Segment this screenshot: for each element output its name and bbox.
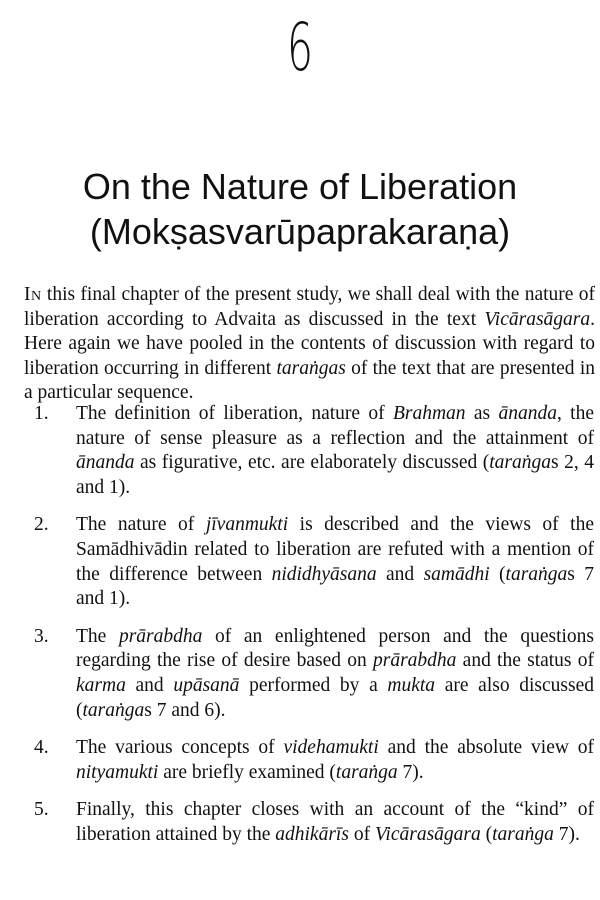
- intro-text-tarangas: taraṅgas: [276, 357, 346, 379]
- list-item-text: (: [489, 563, 506, 585]
- list-item-italic-term: Vicārasāgara: [374, 823, 481, 845]
- list-item-italic-term: nididhyāsana: [271, 563, 377, 585]
- list-item-italic-term: prārabdha: [373, 650, 457, 672]
- list-item-italic-term: videhamukti: [283, 737, 379, 759]
- list-item-text: as figurative, etc. are elaborately discussed (: [134, 452, 490, 474]
- list-item-text: , the nature of sense pleasure as a reflection and the attainment of: [76, 403, 594, 449]
- list-item-italic-term: upāsanā: [173, 674, 240, 696]
- list-item-text: and the absolute view of: [378, 737, 594, 759]
- list-item-text: is described and the views of the Samādhivādin related to liberation are refuted with a mention of the difference between: [76, 514, 594, 585]
- list-item-text: The definition of liberation, nature of: [76, 403, 393, 424]
- list-item-italic-term: taraṅga: [505, 563, 568, 585]
- list-item: [34, 513, 594, 611]
- list-item-italic-term: mukta: [387, 674, 436, 696]
- list-item-text: s 2, 4 and 1).: [76, 452, 594, 498]
- chapter-number: 6: [286, 9, 314, 86]
- list-item-text: are briefly examined (: [158, 761, 336, 783]
- list-item-number: 3.: [34, 625, 49, 647]
- list-item-text: are also discussed (: [76, 674, 594, 721]
- list-item-text: The: [76, 625, 119, 647]
- list-item-text: 7).: [397, 761, 424, 783]
- intro-text-vicarasagara: Vicārasāgara: [484, 308, 591, 330]
- list-item-text: s 7 and 1).: [76, 563, 595, 610]
- chapter-title: [0, 164, 600, 254]
- intro-lead-word: In: [24, 284, 42, 305]
- chapter-title-line-1: On the Nature of Liberation: [82, 166, 518, 207]
- list-item: [34, 736, 594, 785]
- list-item-italic-term: taraṅga: [492, 823, 554, 845]
- intro-paragraph: [24, 283, 595, 406]
- list-item-text: The nature of: [76, 514, 206, 536]
- chapter-title-line-2: (Mokṣasvarūpaprakaraṇa): [89, 211, 511, 252]
- list-item-text: performed by a: [239, 674, 388, 696]
- list-item-italic-term: samādhi: [423, 563, 490, 585]
- list-item-italic-term: taraṅga: [489, 452, 552, 474]
- list-item-text: 7).: [553, 823, 580, 845]
- list-item-text: (: [480, 823, 493, 845]
- list-item-italic-term: jīvanmukti: [205, 514, 289, 536]
- list-item-italic-term: Brahman: [392, 403, 466, 424]
- list-item-text: Finally, this chapter closes with an account of the “kind” of liberation attained by the: [76, 799, 594, 845]
- list-item-number: 1.: [34, 403, 49, 424]
- list-item-text: s 7 and 6).: [144, 699, 226, 721]
- intro-text-1: this final chapter of the present study, we shall deal with the nature of liberation according to Advaita as discussed in the text: [24, 284, 595, 330]
- intro-text-5: of the text that are presented in a particular sequence.: [24, 357, 595, 404]
- list-item-italic-term: nityamukti: [76, 761, 159, 783]
- list-item-number: 4.: [34, 737, 49, 759]
- list-item-italic-term: karma: [76, 674, 126, 696]
- list-item-italic-term: taraṅga: [82, 699, 145, 721]
- list-item-text: and the status of: [456, 650, 594, 672]
- topic-list: [34, 402, 594, 861]
- list-item-text: The various concepts of: [76, 737, 284, 759]
- list-item-text: of an enlightened person and the questions regarding the rise of desire based on: [76, 625, 595, 672]
- list-item: [34, 402, 594, 500]
- list-item-italic-term: prārabdha: [118, 625, 203, 647]
- list-item-number: 5.: [34, 799, 49, 821]
- list-item-italic-term: ānanda: [498, 403, 557, 424]
- list-item-text: and: [376, 563, 424, 585]
- list-item-text: and: [125, 674, 174, 696]
- list-item-text: as: [465, 403, 499, 424]
- list-item-text: of: [348, 823, 375, 845]
- list-item-italic-term: taraṅga: [335, 761, 398, 783]
- list-item-number: 2.: [34, 514, 49, 536]
- list-item-italic-term: adhikārīs: [275, 823, 349, 845]
- list-item: [34, 625, 594, 723]
- list-item-italic-term: ānanda: [76, 452, 135, 474]
- intro-text-3: . Here again we have pooled in the contents of discussion with regard to liberation occurring in different: [24, 308, 595, 379]
- list-item: [34, 798, 594, 847]
